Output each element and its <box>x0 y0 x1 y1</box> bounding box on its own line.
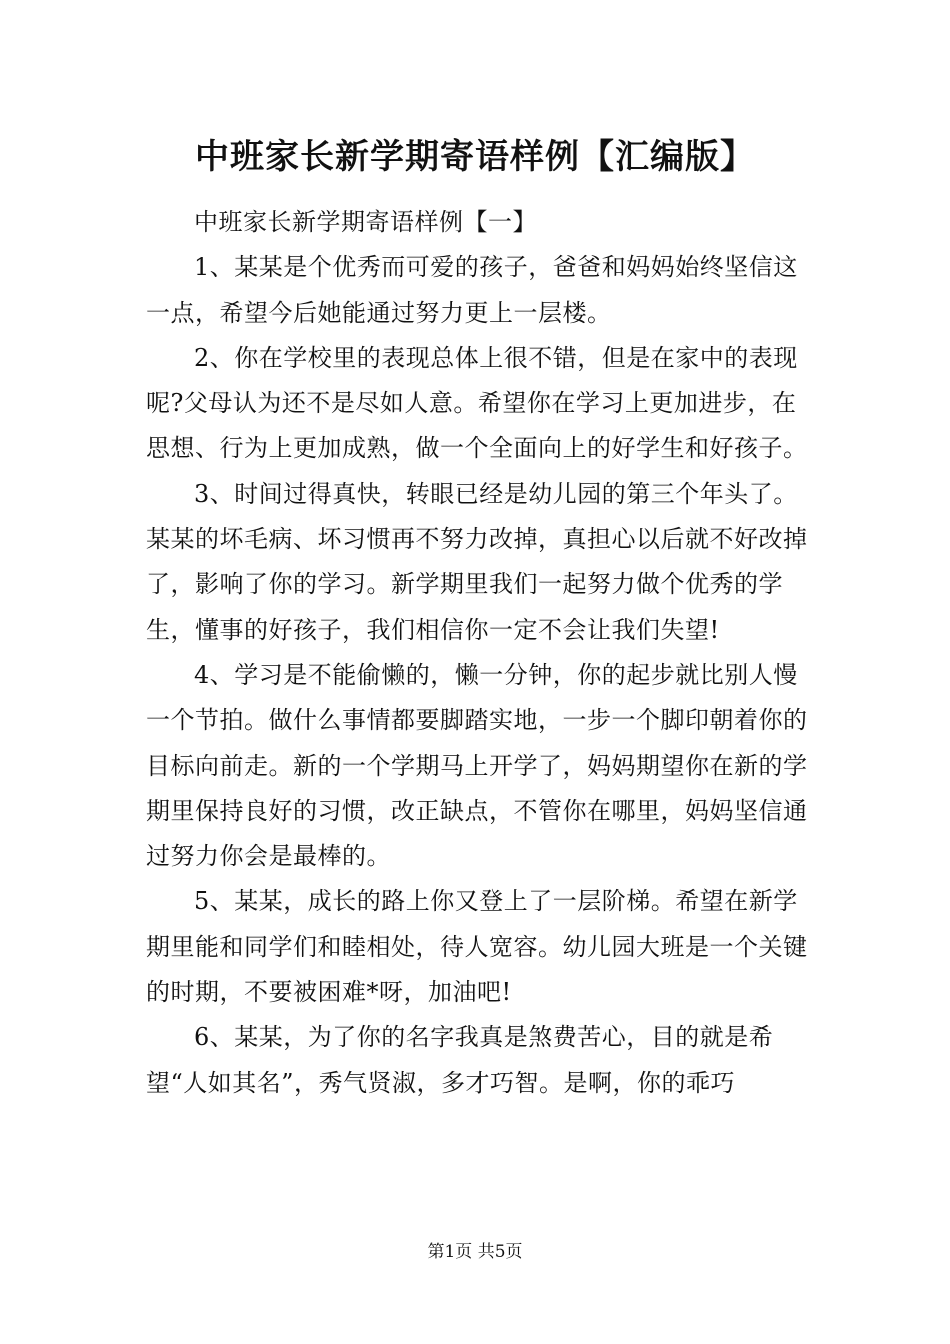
paragraph: 1、某某是个优秀而可爱的孩子，爸爸和妈妈始终坚信这一点，希望今后她能通过努力更上一层楼。 <box>146 253 798 327</box>
paragraph: 5、某某，成长的路上你又登上了一层阶梯。希望在新学期里能和同学们和睦相处，待人宽容。幼儿园大班是一个关键的时期，不要被困难*呀，加油吧! <box>146 887 808 1007</box>
section-heading: 中班家长新学期寄语样例【一】 <box>194 208 537 236</box>
paragraph: 3、时间过得真快，转眼已经是幼儿园的第三个年头了。某某的坏毛病、坏习惯再不努力改掉，真担心以后就不好改掉了，影响了你的学习。新学期里我们一起努力做个优秀的学生，懂事的好孩子，我们相信你一定不会让我们失望! <box>146 479 808 644</box>
document-body <box>146 200 810 1106</box>
page-footer: 第1页 共5页 <box>427 1242 523 1262</box>
paragraph: 2、你在学校里的表现总体上很不错，但是在家中的表现呢?父母认为还不是尽如人意。希望你在学习上更加进步，在思想、行为上更加成熟，做一个全面向上的好学生和好孩子。 <box>146 343 808 463</box>
document-title: 中班家长新学期寄语样例【汇编版】 <box>195 137 755 177</box>
paragraph: 6、某某，为了你的名字我真是煞费苦心，目的就是希望“人如其名”，秀气贤淑，多才巧智。是啊，你的乖巧 <box>146 1023 774 1097</box>
paragraph: 4、学习是不能偷懒的，懒一分钟，你的起步就比别人慢一个节拍。做什么事情都要脚踏实地，一步一个脚印朝着你的目标向前走。新的一个学期马上开学了，妈妈期望你在新的学期里保持良好的习惯，改正缺点，不管你在哪里，妈妈坚信通过努力你会是最棒的。 <box>146 660 808 871</box>
